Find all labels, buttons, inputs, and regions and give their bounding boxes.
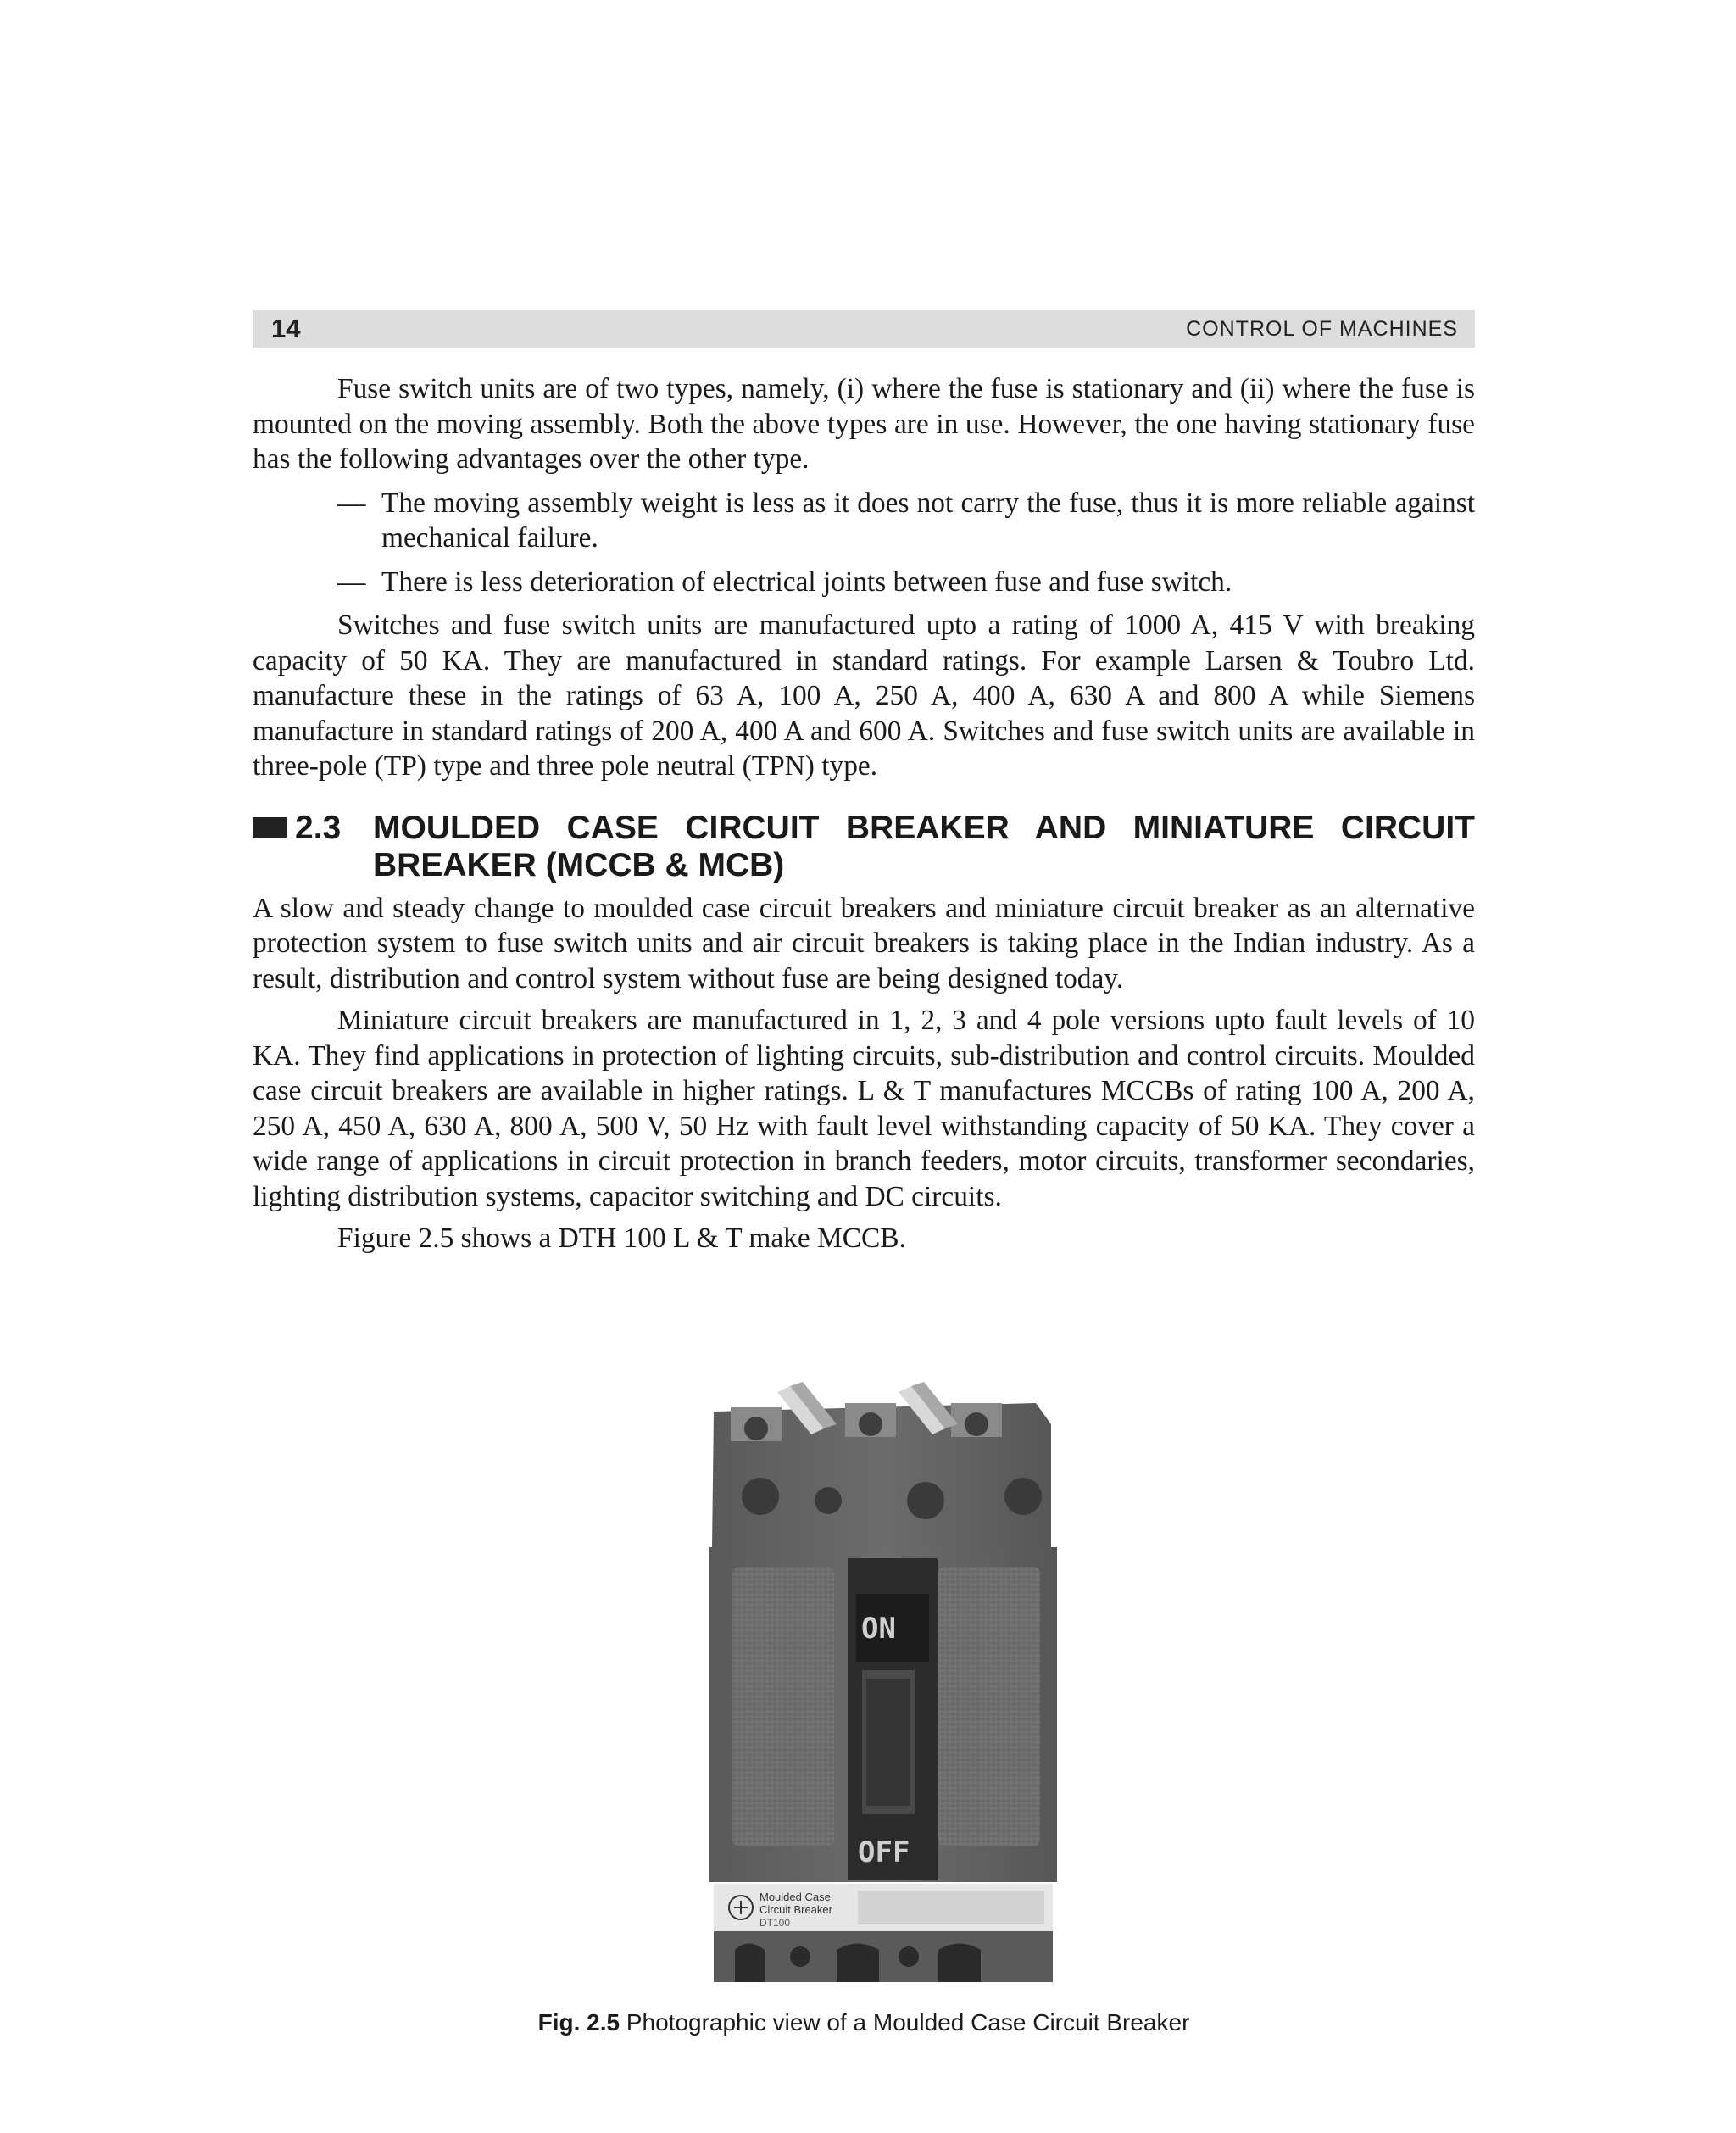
list-item — [253, 486, 1475, 556]
running-header — [253, 310, 1475, 348]
section-title: MOULDED CASE CIRCUIT BREAKER AND MINIATURE CIRCUIT BREAKER (MCCB & MCB) — [373, 809, 1475, 883]
bullet-dash: — — [337, 487, 366, 519]
section-heading — [253, 810, 1475, 884]
paragraph-fuse-types: Fuse switch units are of two types, namely, (i) where the fuse is stationary and (ii) where the fuse is mounted on the moving assembly. Both the above types are in use. However, the one having stationary fuse has the following advantages over the other type. — [253, 373, 1475, 475]
advantages-list — [253, 486, 1475, 600]
switch-on-label: ON — [861, 1612, 896, 1646]
list-item-text: There is less deterioration of electrical joints between fuse and fuse switch. — [381, 565, 1232, 598]
page-number: 14 — [271, 314, 301, 343]
paragraph-ratings: Switches and fuse switch units are manufactured upto a rating of 1000 A, 415 V with breaking capacity of 50 KA. They are manufactured in standard ratings. For example Larsen & Toubro Ltd. manufacture these in the ratings of 63 A, 100 A, 250 A, 400 A, 630 A and 800 A while Siemens manufacture in standard ratings of 200 A, 400 A and 600 A. Switches and fuse switch units are available in three-pole (TP) type and three pole neutral (TPN) type. — [253, 610, 1475, 782]
paragraph-figure-reference: Figure 2.5 shows a DTH 100 L & T make MCCB. — [337, 1222, 906, 1254]
nameplate-line2: Circuit Breaker — [760, 1903, 832, 1916]
paragraph-mcb-details: Miniature circuit breakers are manufactured in 1, 2, 3 and 4 pole versions upto fault levels of 10 KA. They find applications in protection of lighting circuits, sub-distribution and control circuits. Moulded case circuit breakers are available in higher ratings. L & T manufactures MCCBs of rating 100 A, 200 A, 250 A, 450 A, 630 A, 800 A, 500 V, 50 Hz with fault level withstanding capacity of 50 KA. They cover a wide range of applications in circuit protection in branch feeders, motor circuits, transformer secondaries, lighting distribution systems, capacitor switching and DC circuits. — [253, 1005, 1475, 1212]
figure-label: Fig. 2.5 — [537, 2009, 620, 2036]
list-item-text: The moving assembly weight is less as it does not carry the fuse, thus it is more reliable against mechanical failure. — [381, 487, 1475, 554]
list-item — [253, 565, 1475, 600]
page-body — [253, 371, 1475, 1256]
running-head-title: CONTROL OF MACHINES — [1186, 316, 1458, 341]
figure-caption-text: Photographic view of a Moulded Case Circuit Breaker — [626, 2009, 1190, 2036]
mccb-photo — [697, 1382, 1070, 1982]
section-marker-icon — [253, 817, 287, 838]
nameplate-line1: Moulded Case — [760, 1891, 831, 1903]
section-number: 2.3 — [295, 809, 342, 846]
paragraph-mccb-intro: A slow and steady change to moulded case circuit breakers and miniature circuit breaker as an alternative protection system to fuse switch units and air circuit breakers is taking place in the Indian industry. As a result, distribution and control system without fuse are being designed today. — [253, 892, 1475, 994]
figure-caption — [253, 2009, 1475, 2036]
switch-off-label: OFF — [858, 1835, 910, 1869]
bullet-dash: — — [337, 565, 366, 598]
nameplate-model: DT100 — [760, 1917, 791, 1929]
